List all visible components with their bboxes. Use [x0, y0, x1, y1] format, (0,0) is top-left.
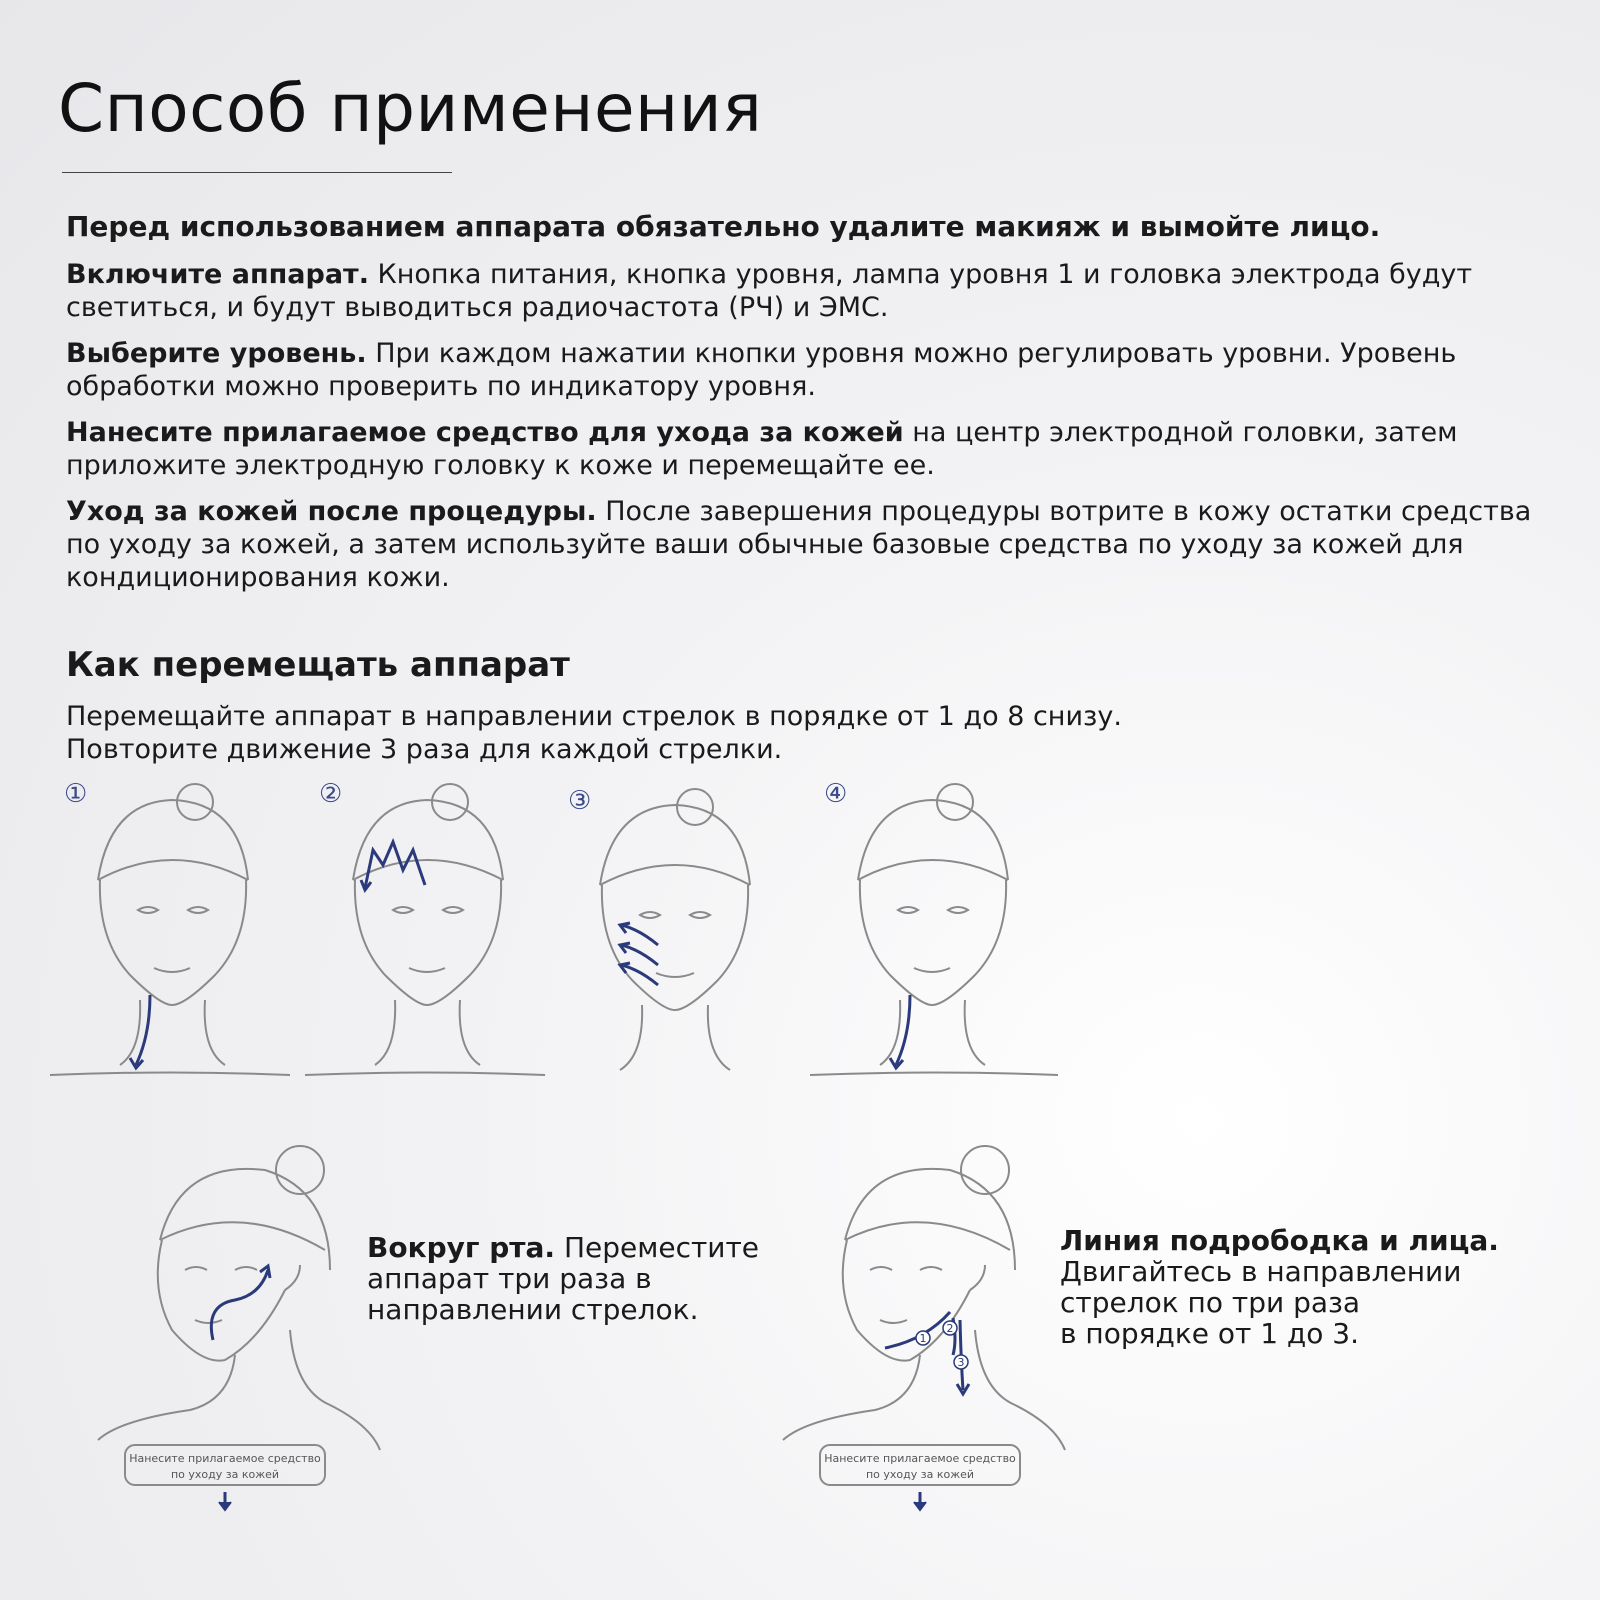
page-title: Способ применения	[58, 70, 763, 147]
steps-list	[66, 258, 1546, 607]
caption-line-2: стрелок по три раза	[1060, 1286, 1361, 1319]
figure-2	[305, 780, 550, 1100]
label-line-1: Нанесите прилагаемое средство	[129, 1452, 321, 1465]
down-arrow-icon	[219, 1492, 231, 1510]
mouth-caption	[367, 1232, 787, 1325]
step-title: Уход за кожей после процедуры.	[66, 496, 597, 527]
jaw-marker-3: 3	[957, 1356, 965, 1369]
move-instructions	[66, 700, 1122, 766]
figure-number: ④	[824, 780, 848, 809]
intro-text: Перед использованием аппарата обязательно удалите макияж и вымойте лицо.	[66, 210, 1381, 243]
caption-line-1: Двигайтесь в направлении	[1060, 1255, 1462, 1288]
step-text: на центр электродной головки, затем приложите электродную головку к коже и перемещайте ее.	[66, 417, 1458, 481]
figure-number: ①	[64, 780, 88, 809]
move-line-2: Повторите движение 3 раза для каждой стрелки.	[66, 734, 783, 765]
step-aftercare	[66, 495, 1546, 594]
label-line-2: по уходу за кожей	[170, 1468, 280, 1481]
step-title: Включите аппарат.	[66, 259, 369, 290]
label-line-1: Нанесите прилагаемое средство	[824, 1452, 1016, 1465]
step-text: Кнопка питания, кнопка уровня, лампа уровня 1 и головка электрода будут светиться, и будут выводиться радиочастота (РЧ) и ЭМС.	[66, 259, 1473, 323]
label-line-2: по уходу за кожей	[865, 1468, 975, 1481]
section-heading: Как перемещать аппарат	[66, 645, 570, 685]
figure-mouth	[90, 1140, 390, 1540]
caption-line-3: в порядке от 1 до 3.	[1060, 1317, 1360, 1350]
caption-text: Переместите аппарат три раза в направлении стрелок.	[367, 1231, 760, 1326]
figure-3	[560, 785, 805, 1105]
step-text: При каждом нажатии кнопки уровня можно регулировать уровни. Уровень обработки можно проверить по индикатору уровня.	[66, 338, 1457, 402]
jaw-marker-1: 1	[919, 1332, 927, 1345]
cheek-arrows-icon	[620, 923, 658, 985]
figure-number: ②	[319, 780, 343, 809]
jaw-caption	[1060, 1225, 1560, 1349]
step-level	[66, 337, 1546, 403]
step-apply	[66, 416, 1546, 482]
figure-1	[50, 780, 295, 1100]
title-divider	[62, 172, 452, 173]
step-text: После завершения процедуры вотрите в кожу остатки средства по уходу за кожей, а затем используйте ваши обычные базовые средства по уходу за кожей для кондиционирования кожи.	[66, 496, 1532, 593]
jaw-marker-2: 2	[946, 1322, 954, 1335]
step-power	[66, 258, 1546, 324]
step-title: Выберите уровень.	[66, 338, 367, 369]
zigzag-arrow-icon	[361, 842, 425, 890]
move-line-1: Перемещайте аппарат в направлении стрелок в порядке от 1 до 8 снизу.	[66, 701, 1122, 732]
caption-title: Линия подрободка и лица.	[1060, 1224, 1499, 1257]
figure-jaw	[775, 1140, 1075, 1540]
figure-4	[810, 780, 1060, 1100]
step-title: Нанесите прилагаемое средство для ухода за кожей	[66, 417, 904, 448]
caption-title: Вокруг рта.	[367, 1231, 556, 1264]
figure-number: ③	[568, 786, 592, 816]
down-arrow-icon	[914, 1492, 926, 1510]
